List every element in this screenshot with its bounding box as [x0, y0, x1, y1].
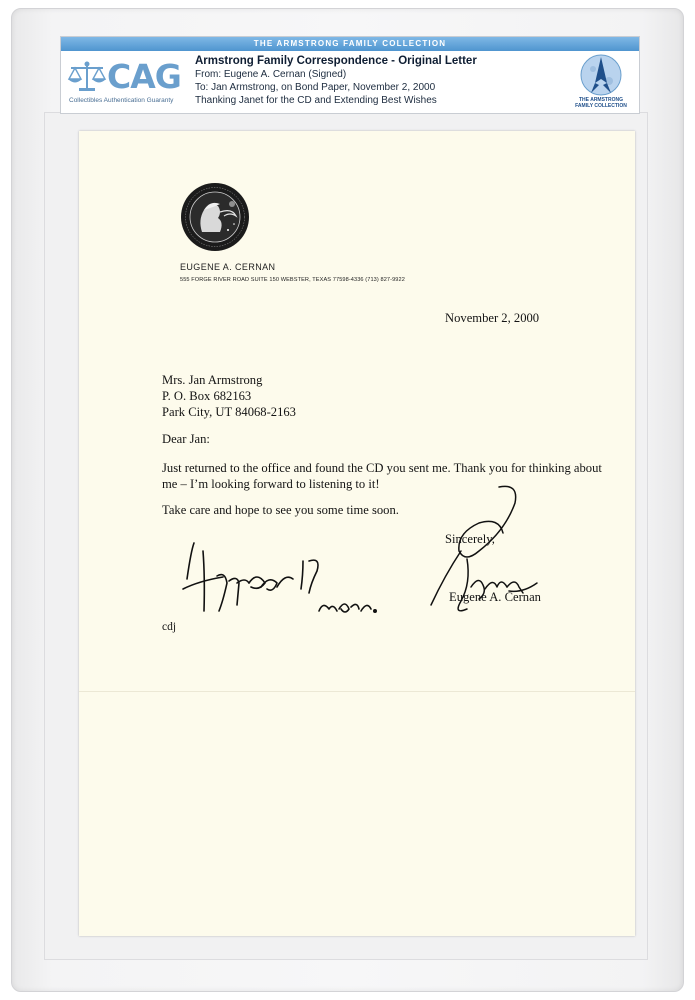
letter-paper	[79, 131, 635, 936]
label-to-line: To: Jan Armstrong, on Bond Paper, November 2, 2000	[195, 82, 436, 93]
recipient-line: Park City, UT 84068-2163	[162, 405, 296, 419]
salutation: Dear Jan:	[162, 432, 210, 446]
handwritten-note	[183, 543, 376, 612]
label-from-line: From: Eugene A. Cernan (Signed)	[195, 69, 347, 80]
moon-rocket-icon	[571, 53, 631, 97]
cag-logo-text: CAG	[107, 57, 181, 96]
letter-date: November 2, 2000	[445, 311, 540, 325]
recipient-address	[162, 372, 296, 420]
recipient-line: Mrs. Jan Armstrong	[162, 373, 263, 387]
certification-label	[60, 36, 640, 114]
letter-paragraph: Just returned to the office and found the CD you sent me. Thank you for thinking about me – I’m looking forward to listening to it!	[162, 461, 602, 491]
armstrong-collection-badge	[571, 53, 631, 111]
handwritten-ink	[79, 131, 635, 936]
typist-initials: cdj	[162, 621, 177, 633]
label-title: Armstrong Family Correspondence - Original Letter	[195, 55, 477, 67]
paper-fold-line	[79, 691, 635, 692]
letterhead-address: 555 FORGE RIVER ROAD SUITE 150 WEBSTER, TEXAS 77598-4336 (713) 827-9922	[180, 277, 405, 283]
scales-icon	[67, 59, 107, 95]
badge-caption-line1: THE ARMSTRONG	[579, 97, 623, 103]
badge-caption-line2: FAMILY COLLECTION	[575, 103, 627, 109]
closing: Sincerely,	[445, 532, 495, 546]
letter-paragraph: Take care and hope to see you some time soon.	[162, 503, 399, 517]
label-desc-line: Thanking Janet for the CD and Extending Best Wishes	[195, 95, 437, 106]
label-collection-strip: THE ARMSTRONG FAMILY COLLECTION	[61, 37, 639, 51]
typed-signature-name: Eugene A. Cernan	[449, 590, 541, 604]
cag-logo	[67, 57, 187, 109]
apollo-17-seal-icon	[180, 182, 250, 252]
cag-tagline: Collectibles Authentication Guaranty	[69, 97, 174, 104]
letterhead-name: EUGENE A. CERNAN	[180, 262, 276, 272]
label-description	[195, 54, 565, 107]
badge-caption	[571, 97, 631, 109]
recipient-line: P. O. Box 682163	[162, 389, 252, 403]
